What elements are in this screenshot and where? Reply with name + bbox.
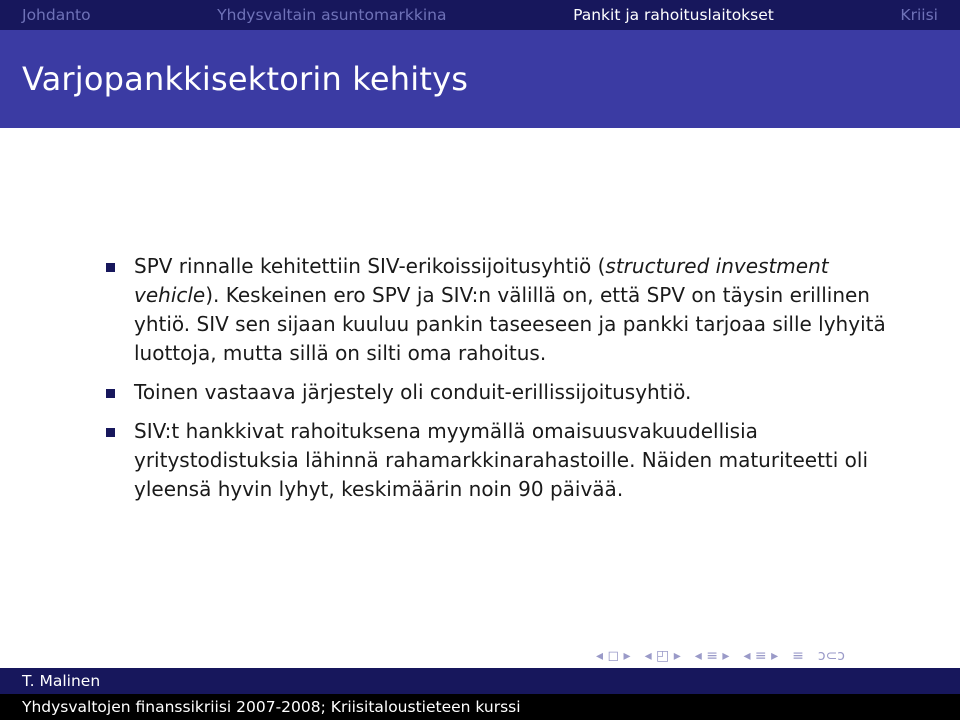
footer-author: T. Malinen <box>22 672 101 690</box>
frame-content <box>102 252 902 514</box>
beamer-navigation-symbols <box>596 646 956 666</box>
bullet-text: SPV rinnalle kehitettiin SIV-erikoissijoitusyhtiö (structured investment vehicle). Keskeinen ero SPV ja SIV:n välillä on, että SPV on täysin erillinen yhtiö. SIV sen sijaan kuuluu pankin taseeseen ja pankki tarjoaa sille lyhyitä luottoja, mutta sillä on silti oma rahoitus. <box>134 254 886 365</box>
bullet-square-icon <box>106 428 115 437</box>
bullet-text: SIV:t hankkivat rahoituksena myymällä omaisuusvakuudellisia yritystodistuksia lähinnä rahamarkkinarahastoille. Näiden maturiteetti oli yleensä hyvin lyhyt, keskimäärin noin 90 päivää. <box>134 419 869 501</box>
frame-nav-icon[interactable]: ◂ ◻ ▸ <box>596 648 631 664</box>
bullet-italic-term: structured investment vehicle <box>134 254 829 307</box>
search-icon[interactable]: ↄ⊂ↄ <box>817 648 845 664</box>
nav-item-kriisi[interactable]: Kriisi <box>900 6 938 24</box>
bullet-square-icon <box>106 389 115 398</box>
frame-title-bar <box>0 30 960 128</box>
bullet-square-icon <box>106 263 115 272</box>
subsection-nav-icon[interactable]: ◂ ◰ ▸ <box>644 648 681 664</box>
bullet-item-spv-siv <box>102 252 902 368</box>
nav-item-johdanto[interactable]: Johdanto <box>22 6 91 24</box>
footer-title: Yhdysvaltojen finanssikriisi 2007-2008; Kriisitaloustieteen kurssi <box>22 698 521 716</box>
navigation-bar <box>0 0 960 30</box>
nav-item-pankit[interactable]: Pankit ja rahoituslaitokset <box>573 6 774 24</box>
footer-author-bar <box>0 668 960 694</box>
align-icon[interactable]: ≡ <box>792 648 804 664</box>
bullet-item-siv-funding <box>102 417 902 504</box>
bullet-text: Toinen vastaava järjestely oli conduit-erillissijoitusyhtiö. <box>134 380 692 404</box>
section-nav-icon[interactable]: ◂ ≡ ▸ <box>694 648 730 664</box>
nav-item-asuntomarkkina[interactable]: Yhdysvaltain asuntomarkkina <box>217 6 447 24</box>
bullet-item-conduit <box>102 378 902 407</box>
frame-title: Varjopankkisektorin kehitys <box>22 60 469 98</box>
subsection2-nav-icon[interactable]: ◂ ≡ ▸ <box>743 648 779 664</box>
footer-title-bar <box>0 694 960 720</box>
